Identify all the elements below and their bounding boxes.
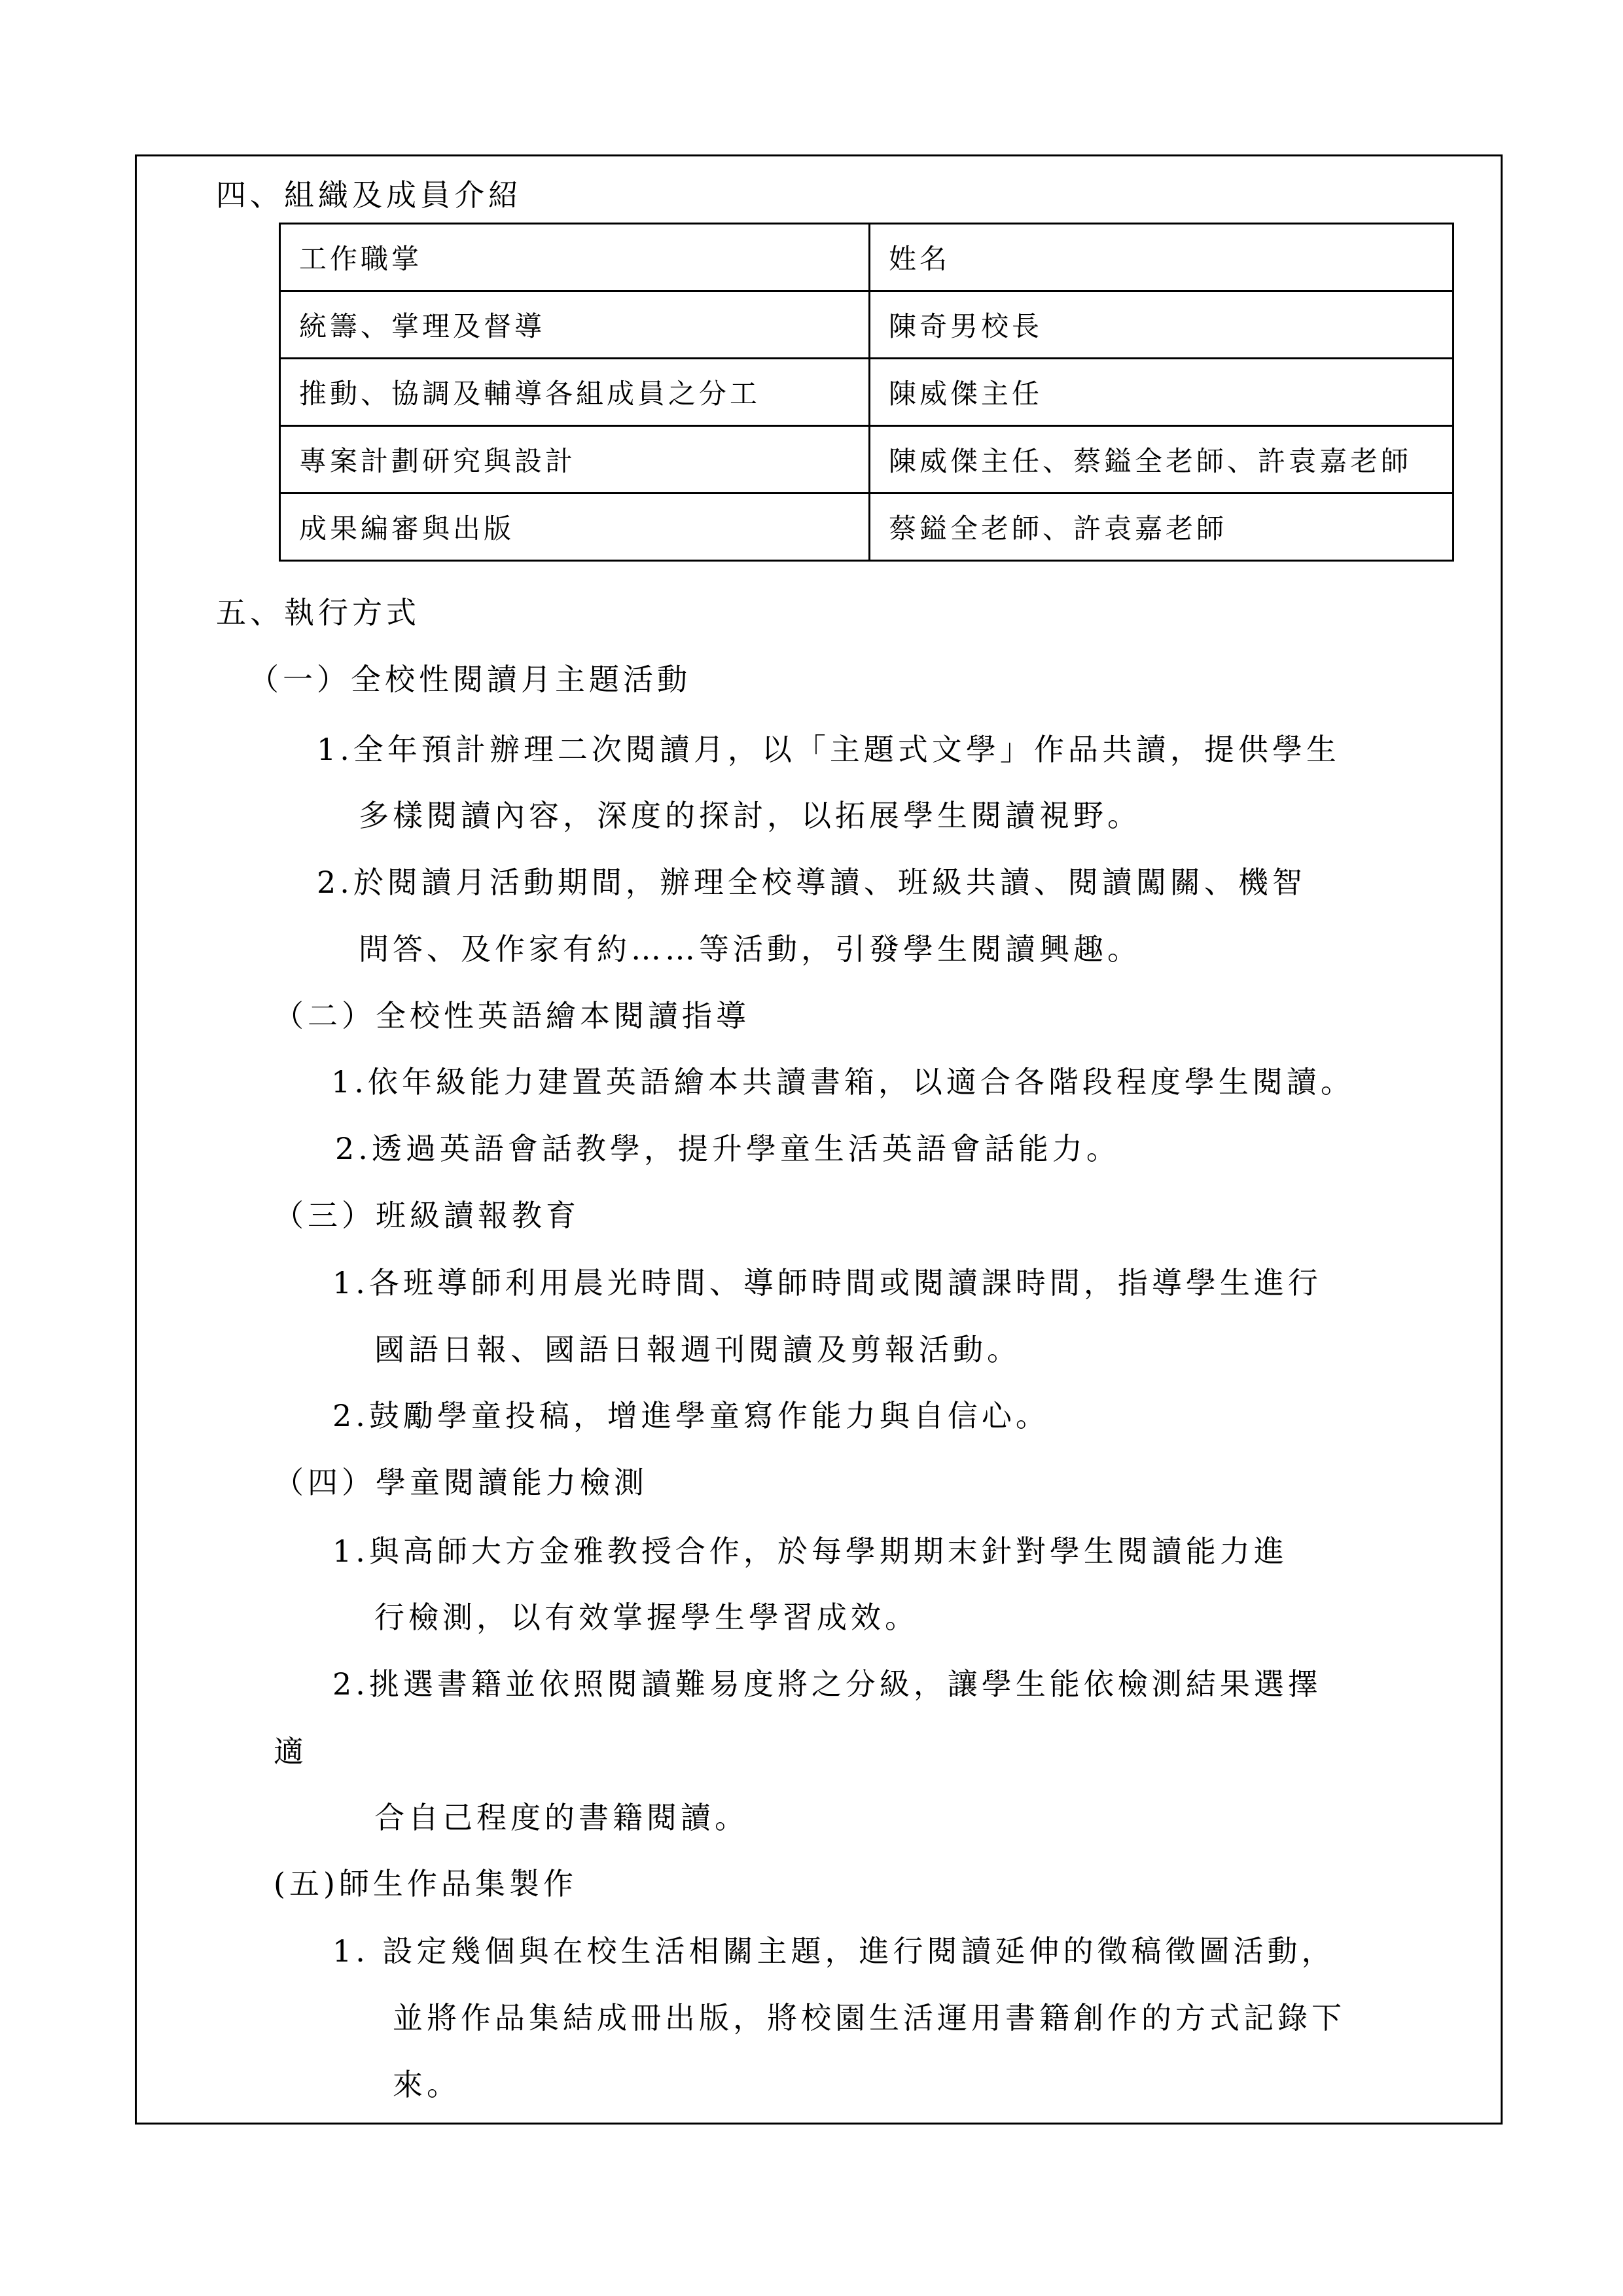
sub5-item1-line2: 並將作品集結成冊出版，將校園生活運用書籍創作的方式記錄下 xyxy=(393,2000,1346,2036)
table-header-name: 姓名 xyxy=(870,224,1454,291)
section-5-heading: 五、執行方式 xyxy=(216,595,420,630)
sub2-item2: 2.透過英語會話教學，提升學童生活英語會話能力。 xyxy=(335,1131,1120,1166)
table-cell-duty: 推動、協調及輔導各組成員之分工 xyxy=(280,359,870,426)
subsection-2-title: （二）全校性英語繪本閱讀指導 xyxy=(274,998,750,1033)
sub2-item1: 1.依年級能力建置英語繪本共讀書箱，以適合各階段程度學生閱讀。 xyxy=(331,1064,1355,1100)
table-row xyxy=(280,493,1454,561)
table-row xyxy=(280,426,1454,493)
sub1-item1-line1: 1.全年預計辦理二次閱讀月，以「主題式文學」作品共讀，提供學生 xyxy=(317,732,1340,767)
sub5-item1-line3: 來。 xyxy=(393,2067,461,2102)
sub1-item1-line2: 多樣閱讀內容，深度的探討，以拓展學生閱讀視野。 xyxy=(359,798,1141,833)
subsection-3-title: （三）班級讀報教育 xyxy=(274,1198,580,1233)
sub4-item2-line3: 合自己程度的書籍閱讀。 xyxy=(374,1800,749,1835)
table-header-duty: 工作職掌 xyxy=(280,224,870,291)
table-cell-name: 陳威傑主任 xyxy=(870,359,1454,426)
subsection-5-title: (五)師生作品集製作 xyxy=(274,1866,577,1901)
table-cell-duty: 專案計劃研究與設計 xyxy=(280,426,870,493)
sub3-item1-line1: 1.各班導師利用晨光時間、導師時間或閱讀課時間，指導學生進行 xyxy=(332,1265,1322,1300)
sub4-item2-line1: 2.挑選書籍並依照閱讀難易度將之分級，讓學生能依檢測結果選擇 xyxy=(332,1666,1322,1702)
sub3-item1-line2: 國語日報、國語日報週刊閱讀及剪報活動。 xyxy=(374,1332,1021,1367)
sub4-item2-line2: 適 xyxy=(274,1734,308,1769)
table-cell-duty: 成果編審與出版 xyxy=(280,493,870,561)
sub5-item1-line1: 1. 設定幾個與在校生活相關主題，進行閱讀延伸的徵稿徵圖活動， xyxy=(332,1933,1336,1969)
table-cell-name: 陳威傑主任、蔡鎰全老師、許袁嘉老師 xyxy=(870,426,1454,493)
sub4-item1-line2: 行檢測，以有效掌握學生學習成效。 xyxy=(374,1600,919,1635)
sub1-item2-line1: 2.於閱讀月活動期間，辦理全校導讀、班級共讀、閱讀闖關、機智 xyxy=(317,865,1306,900)
table-cell-name: 陳奇男校長 xyxy=(870,291,1454,359)
sub1-item2-line2: 問答、及作家有約……等活動，引發學生閱讀興趣。 xyxy=(359,931,1141,967)
sub3-item2: 2.鼓勵學童投稿，增進學童寫作能力與自信心。 xyxy=(332,1398,1050,1433)
subsection-4-title: （四）學童閱讀能力檢測 xyxy=(274,1465,648,1500)
table-row xyxy=(280,359,1454,426)
organization-table xyxy=(279,223,1454,562)
sub4-item1-line1: 1.與高師大方金雅教授合作，於每學期期末針對學生閱讀能力進 xyxy=(332,1534,1288,1569)
subsection-1-title: （一）全校性閱讀月主題活動 xyxy=(249,662,691,697)
table-header-row xyxy=(280,224,1454,291)
table-cell-name: 蔡鎰全老師、許袁嘉老師 xyxy=(870,493,1454,561)
section-4-heading: 四、組織及成員介紹 xyxy=(216,177,522,213)
table-row xyxy=(280,291,1454,359)
table-cell-duty: 統籌、掌理及督導 xyxy=(280,291,870,359)
